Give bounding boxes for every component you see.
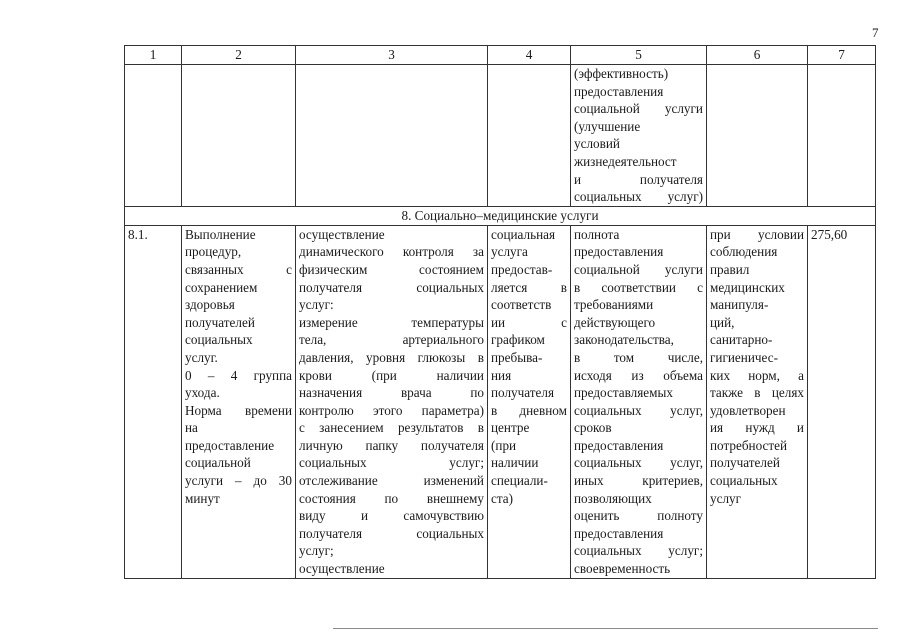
service-conditions-text: при условии соблюдения правил медицинских манипуля- ций, санитарно- гигиеничес- ких норм, а также в целях удовлетворен ия нужд и потребностей получателей социальных услуг <box>710 226 804 506</box>
service-price <box>808 225 876 578</box>
bottom-rule <box>333 628 878 629</box>
service-name-text: Выполнение процедур, связанных с сохранением здоровья получателей социальных услуг. 0 – 4 группа ухода. Норма времени на предоставление социальной услуги – до 30 минут <box>185 226 292 506</box>
column-header-3: 3 <box>296 46 488 65</box>
service-conditions <box>707 225 808 578</box>
cont-cell-7 <box>808 65 876 207</box>
cont-cell-4 <box>488 65 571 207</box>
service-row <box>125 225 876 578</box>
service-price-text: 275,60 <box>811 226 848 242</box>
column-header-5: 5 <box>571 46 707 65</box>
column-header-7: 7 <box>808 46 876 65</box>
cont-cell-3 <box>296 65 488 207</box>
column-header-4: 4 <box>488 46 571 65</box>
column-header-6: 6 <box>707 46 808 65</box>
service-provision <box>488 225 571 578</box>
section-row <box>125 206 876 225</box>
service-name <box>182 225 296 578</box>
cont-quality-text: (эффективность) предоставления социальной услуги (улучшение условий жизнедеятельност и получателя социальных услуг) <box>574 66 703 205</box>
service-provision-text: социальная услуга предостав- ляется в соответств ии с графиком пребыва- ния получателя в дневном центре (при наличии специали- ста) <box>491 226 567 506</box>
column-header-row <box>125 46 876 65</box>
service-description-text: осуществление динамического контроля за физическим состоянием получателя социальных услуг: измерение температуры тела, артериального давления, уровня глюкозы в крови (при наличии назначения врача по контролю этого параметра) с занесением результатов в личную папку получателя социальных услуг; отслеживание изменений состояния по внешнему виду и самочувствию получателя социальных услуг; осуществление <box>299 226 484 577</box>
cont-cell-quality <box>571 65 707 207</box>
column-header-1: 1 <box>125 46 182 65</box>
continuation-row <box>125 65 876 207</box>
column-header-2: 2 <box>182 46 296 65</box>
section-title: 8. Социально–медицинские услуги <box>125 206 876 225</box>
page-number: 7 <box>872 25 879 40</box>
cont-cell-1 <box>125 65 182 207</box>
service-quality <box>571 225 707 578</box>
service-description <box>296 225 488 578</box>
services-table <box>124 45 876 579</box>
cont-cell-2 <box>182 65 296 207</box>
service-number: 8.1. <box>125 225 182 578</box>
service-quality-text: полнота предоставления социальной услуги в соответствии с требованиями действующего законодательства, в том числе, исходя из объема предоставляемых социальных услуг, сроков предоставления социальных услуг, иных критериев, позволяющих оценить полноту предоставления социальных услуг; своевременность <box>574 226 703 577</box>
cont-cell-6 <box>707 65 808 207</box>
